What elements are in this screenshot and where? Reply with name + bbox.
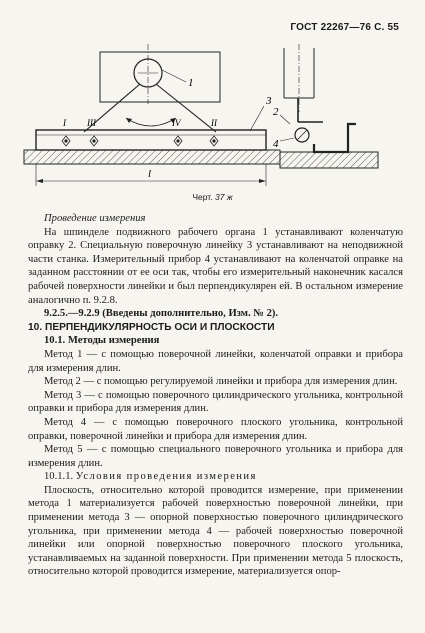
document-body: [28, 212, 403, 579]
svg-text:II: II: [211, 118, 217, 128]
label-3: 3: [266, 95, 272, 107]
heading-procedure: Проведение измерения: [44, 213, 146, 224]
technical-drawing: [18, 40, 413, 190]
machine-base: [24, 150, 280, 164]
amendment-note: 9.2.5.—9.2.9 (Введены дополнительно, Изм. № 2).: [44, 308, 279, 320]
label-2: 2: [273, 106, 279, 118]
subsection-10-1-1: 10.1.1. Условия проведения измерения: [44, 471, 257, 483]
section-title: 10. ПЕРПЕНДИКУЛЯРНОСТЬ ОСИ И ПЛОСКОСТИ: [28, 321, 275, 333]
figure-caption: Черт. 37 ж: [192, 192, 233, 202]
label-1: 1: [188, 77, 194, 89]
method-1: Метод 1 — с помощью поверочной линейки, коленчатой оправки и прибора для измерения длин.: [28, 348, 403, 374]
method-2: Метод 2 — с помощью регулируемой линейки и прибора для измерения длин.: [44, 376, 398, 388]
subsection-10-1: 10.1. Методы измерения: [44, 335, 160, 347]
main-view: [24, 44, 280, 186]
measure-point-I: [62, 118, 70, 146]
straightedge: [36, 130, 266, 150]
svg-text:IV: IV: [172, 118, 181, 128]
label-4: 4: [273, 138, 279, 150]
measure-point-III: [171, 118, 182, 146]
spindle-frame: [100, 52, 220, 102]
method-3: Метод 3 — с помощью поверочного цилиндрического угольника, контрольной оправки и прибора для измерения длин.: [28, 389, 403, 415]
method-5: Метод 5 — с помощью специального поверочного угольника и прибора для измерения длин.: [28, 444, 403, 469]
paragraph-procedure: На шпинделе подвижного рабочего органа 1 устанавливают коленчатую оправку 2. Специальную поверочную линейку 3 устанавливают на неподвижной части станка. Измерительный прибор 4 устанавливают на коленчатой оправке на заданном расстоянии от ее оси так, чтобы его измерительный наконечник касался рабочей поверхности линейки и был перпендикулярен ей. В остальном измерение аналогично п. 9.2.8.: [28, 226, 403, 306]
svg-text:III: III: [87, 118, 96, 128]
measure-point-IV: [210, 118, 218, 146]
method-4: Метод 4 — с помощью поверочного плоского угольника, контрольной оправки, поверочной линейки и прибора для измерения длин.: [28, 416, 403, 442]
dimension-l: l: [148, 168, 152, 180]
side-view: [273, 44, 378, 168]
svg-text:I: I: [63, 118, 66, 128]
paragraph-conditions: Плоскость, относительно которой проводится измерение, при применении метода 1 материализуется рабочей поверхностью поверочной линейки, при применении метода 3 — опорной поверхностью поверочного цилиндрического угольника, при применении метода 4 — рабочей поверхностью поверочной линейки или опорной поверхностью поверочного плоского угольника, устанавливаемых на заданной поверхности. При применении метода 5 плоскость, относительно которой проводится измерение, материализуется опор-: [28, 484, 403, 578]
page-header: ГОСТ 22267—76 С. 55: [290, 22, 399, 33]
